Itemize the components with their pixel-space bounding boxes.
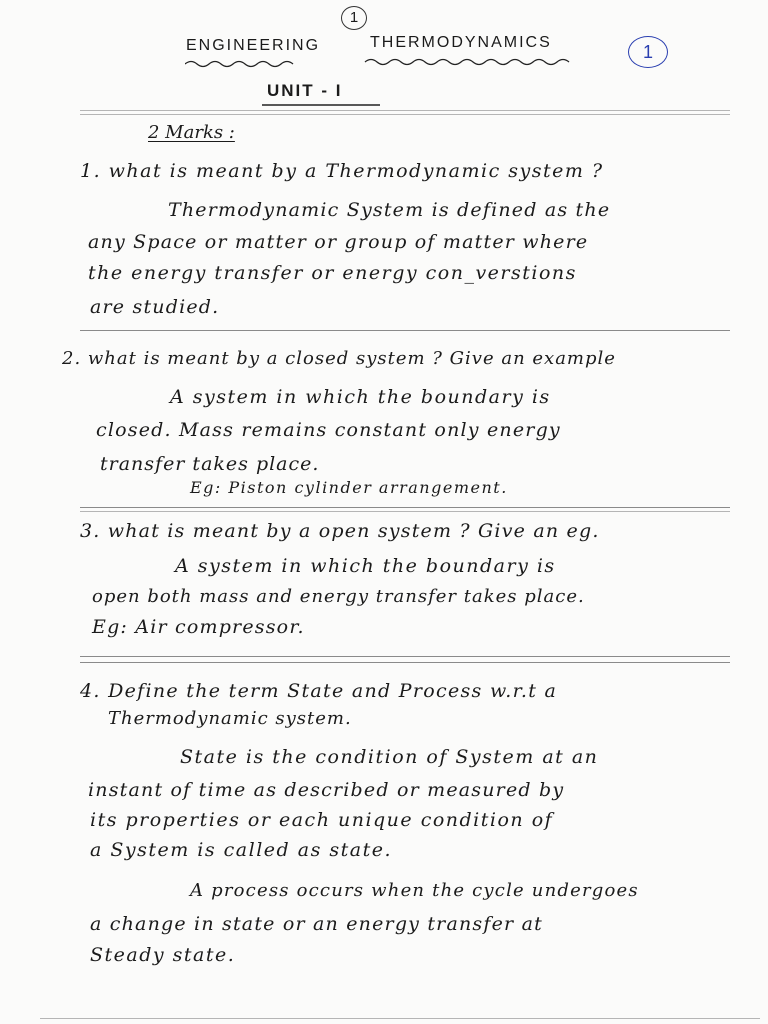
q3-answer-line-2: open both mass and energy transfer takes place. xyxy=(92,586,585,607)
top-page-number: 1 xyxy=(341,6,367,30)
q4-answer-line-5: A process occurs when the cycle undergoes xyxy=(190,880,639,901)
question-1: 1. what is meant by a Thermodynamic system ? xyxy=(80,160,604,182)
q1-answer-line-4: are studied. xyxy=(90,296,220,318)
q1-answer-line-3: the energy transfer or energy con_verstions xyxy=(88,262,577,284)
q4-answer-line-3: its properties or each unique condition of xyxy=(90,809,554,831)
q3-answer-line-1: A system in which the boundary is xyxy=(175,555,556,577)
q1-answer-line-2: any Space or matter or group of matter where xyxy=(88,231,589,253)
q4-answer-line-4: a System is called as state. xyxy=(90,839,392,861)
title-wavy-underline xyxy=(185,58,605,74)
circled-page-number: 1 xyxy=(628,36,668,68)
q2-answer-line-1: A system in which the boundary is xyxy=(170,386,551,408)
q4-answer-line-1: State is the condition of System at an xyxy=(180,746,599,768)
section-label: 2 Marks : xyxy=(148,122,235,143)
q1-answer-line-1: Thermodynamic System is defined as the xyxy=(168,199,611,221)
q2-example: Eg: Piston cylinder arrangement. xyxy=(190,478,508,497)
divider-2b xyxy=(80,511,730,512)
divider-2 xyxy=(80,507,730,508)
question-4-cont: Thermodynamic system. xyxy=(108,708,352,729)
page-bottom-edge xyxy=(40,1018,760,1019)
unit-underline xyxy=(262,102,382,108)
question-3: 3. what is meant by a open system ? Give an eg. xyxy=(80,520,600,542)
title-thermodynamics: THERMODYNAMICS xyxy=(370,34,552,51)
question-2: 2. what is meant by a closed system ? Give an example xyxy=(62,348,616,369)
q4-answer-line-2: instant of time as described or measured by xyxy=(88,779,565,801)
title-engineering: ENGINEERING xyxy=(186,37,321,54)
divider-1 xyxy=(80,330,730,331)
q4-answer-line-7: Steady state. xyxy=(90,944,236,966)
divider-top-2 xyxy=(80,114,730,115)
q3-answer-line-3: Eg: Air compressor. xyxy=(92,616,305,638)
unit-heading: UNIT - I xyxy=(267,81,343,100)
question-4: 4. Define the term State and Process w.r.t a xyxy=(80,680,558,702)
q2-answer-line-2: closed. Mass remains constant only energy xyxy=(96,419,561,441)
divider-3 xyxy=(80,656,730,657)
divider-3b xyxy=(80,662,730,663)
q4-answer-line-6: a change in state or an energy transfer at xyxy=(90,913,543,935)
divider-top xyxy=(80,110,730,111)
q2-answer-line-3: transfer takes place. xyxy=(100,453,320,475)
